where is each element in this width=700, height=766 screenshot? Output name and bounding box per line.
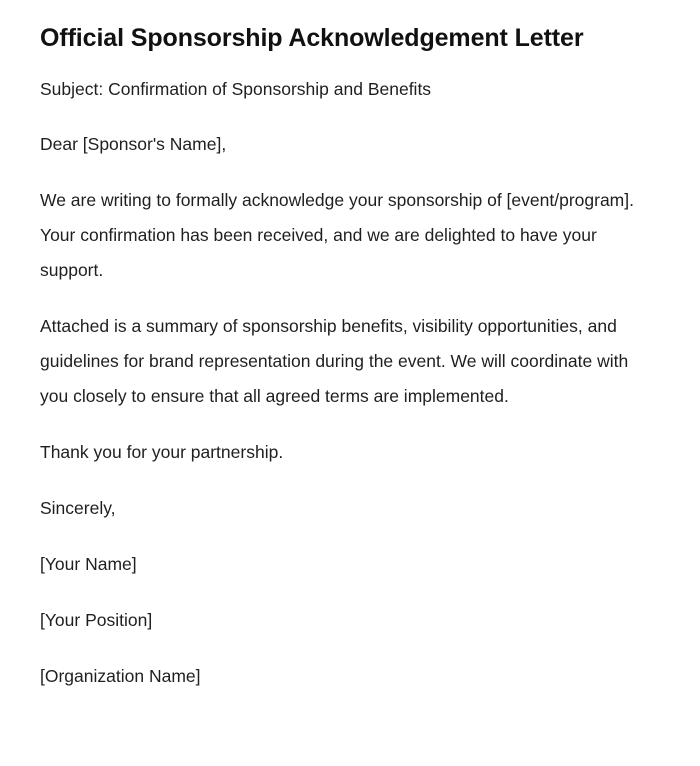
valediction: Sincerely, — [40, 498, 116, 518]
signature-organization: [Organization Name] — [40, 666, 201, 686]
body-paragraph-2: Attached is a summary of sponsorship benefits, visibility opportunities, and guidelines for brand representation during the event. We will coordinate with you closely to ensure that all agreed terms are implemented. — [40, 316, 629, 406]
signature-name: [Your Name] — [40, 554, 137, 574]
salutation: Dear [Sponsor's Name], — [40, 134, 227, 154]
body-paragraph-1: We are writing to formally acknowledge your sponsorship of [event/program]. Your confirmation has been received, and we are delighted to have your support. — [40, 190, 634, 280]
closing-thanks: Thank you for your partnership. — [40, 442, 284, 462]
subject-line: Subject: Confirmation of Sponsorship and Benefits — [40, 79, 432, 99]
signature-position: [Your Position] — [40, 610, 153, 630]
page-title: Official Sponsorship Acknowledgement Letter — [40, 24, 584, 52]
